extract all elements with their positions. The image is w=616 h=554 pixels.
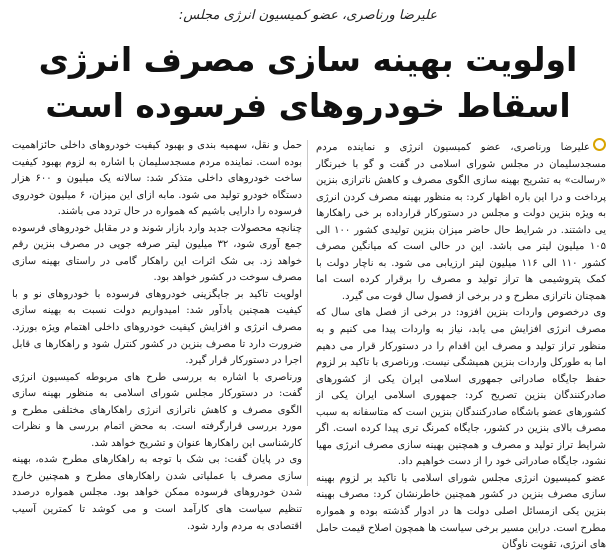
column-divider <box>307 140 308 486</box>
paragraph: چنانچه محصولات جدید وارد بازار شوند و در مقابل خودروهای فرسوده جمع آوری شود، ۳۲ میلیون لیتر صرفه جویی در مصرف بنزین رقم خواهد زد. بی شک اثرات این راهکار گامی در راستای بهینه سازی مصرف سوخت در کشور خواهد بود. <box>12 222 303 284</box>
paragraph-text: علیرضا ورناصری، عضو کمیسیون انرژی و نماینده مردم مسجدسلیمان در مجلس شورای اسلامی در گفت و گو با خبرنگار «رسالت» به تشریح بهینه سازی الگوی مصرف و کاهش ناترازی بنزین پرداخت و درا این باره اظهار کرد: به منظور بهینه مصرف کردن انرژی به ویژه بنزین دولت و مجلس در دستورکار قرارداده بر خی راهکارها یی داشتند. در شرایط حال حاضر میزان بنزین تولیدی کشور ۱۰۰ الی ۱۰۵ میلیون لیتر می باشد. این در حالی است که میانگین مصرف کشور ۱۱۰ الی ۱۱۶ میلیون لیتر ارزیابی می شود. به ناچار دولت با کمک پتروشیمی ها تراز تولید و مصرف را برقرار کرده است اما همچنان ناترازی مطرح و در برخی از فصول سال قوت می گیرد. <box>316 142 607 302</box>
paragraph: اولویت تاکید بر جایگزینی خودروهای فرسوده با خودروهای نو و با کیفیت همچنین یادآور شد: امیدواریم دولت نسبت به بهینه سازی مصرف انرژی و افزایش کیفیت خودروهای داخلی اهتمام ویژه بورزد. ضرورت دارد تا مصرف بنزین در کشور کنترل شود و راهکارها ی قابل اجرا در دستورکار قرار گیرد. <box>12 288 302 367</box>
paragraph: عضو کمیسیون انرژی مجلس شورای اسلامی با تاکید بر لزوم بهینه سازی مصرف بنزین در کشور همچنین خاطرنشان کرد: مصرف بهینه بنزین یکی ازمسائل اصلی دولت ها در ادوار گذشته بوده و همواره مطرح است. دراین مسیر برخی سیاست ها همچون اصلاح قیمت حامل های انرژی، تقویت ناوگان <box>316 472 606 551</box>
paragraph: حمل و نقل، سهمیه بندی و بهبود کیفیت خودروهای داخلی حائزاهمیت بوده است. نماینده مردم مسجدسلیمان با اشاره به لزوم بهبود کیفیت ساخت خودروهای داخلی متذکر شد: سالانه یک میلیون و ۶۰۰ هزار دستگاه خودرو تولید می شود. مابه ازای این میزان، ۶ میلیون خودروی فرسوده را دارایی باشیم که همواره در حال تردد می باشند. <box>12 140 302 218</box>
paragraph: وی درخصوص واردات بنزین افزود: در برخی از فصل های سال که مصرف انرژی افزایش می یابد، نیاز به واردات پیدا می کنیم و به منظور تراز تولید و مصرف این اقدام را در دستورکار قرار می دهیم اما به طورکل واردات بنزین همیشگی نیست. ورناصری با تاکید بر لزوم حفظ جایگاه صادراتی جمهوری اسلامی ایران یکی از کشورهای صادرکنندگان بنزین تصریح کرد: جمهوری اسلامی ایران یکی از کشورهای عضو باشگاه صادرکنندگان بنزین است که متاسفانه به سبب مصرف بالای بنزین در کشور، جایگاه کمرنگ تری پیدا کرده است. اگر شرایط تراز تولید و مصرف و همچنین بهینه سازی مصرف انرژی مهیا نشود، جایگاه صادراتی خود را از دست خواهیم داد. <box>316 307 606 468</box>
headline-line-1: اولویت بهینه سازی مصرف انرژی <box>38 40 578 79</box>
paragraph: وی در پایان گفت: بی شک با توجه به راهکارهای مطرح شده، بهینه سازی مصرف با عملیاتی شدن راهکارهای مطرح و همچنین خارج شدن خودروهای فرسوده ممکن خواهد بود. مجلس همواره درصدد تنظیم سیاست های کارآمد است و می کوشد تا کمترین آسیب اقتصادی به مردم وارد شود. <box>12 454 302 532</box>
headline-line-2: اسقاط خودروهای فرسوده است <box>45 86 571 125</box>
paragraph: ورناصری با اشاره به بررسی طرح های مربوطه کمیسیون انرژی گفت: در دستورکار مجلس شورای اسلامی به منظور بهینه سازی الگوی مصرف و کاهش ناترازی انرژی راهکارهای مختلفی مطرح و مورد بررسی قرارگرفته است. به محض اتمام بررسی ها و نظرات کارشناسی این راهکارها عنوان و تشریح خواهد شد. <box>12 371 302 449</box>
paragraph <box>316 138 606 305</box>
article-column-left <box>12 138 303 532</box>
article-column-right <box>316 138 607 551</box>
rounded-logo-icon <box>593 138 606 151</box>
kicker-subtitle: علیرضا ورناصری، عضو کمیسیون انرژی مجلس: <box>178 8 438 23</box>
